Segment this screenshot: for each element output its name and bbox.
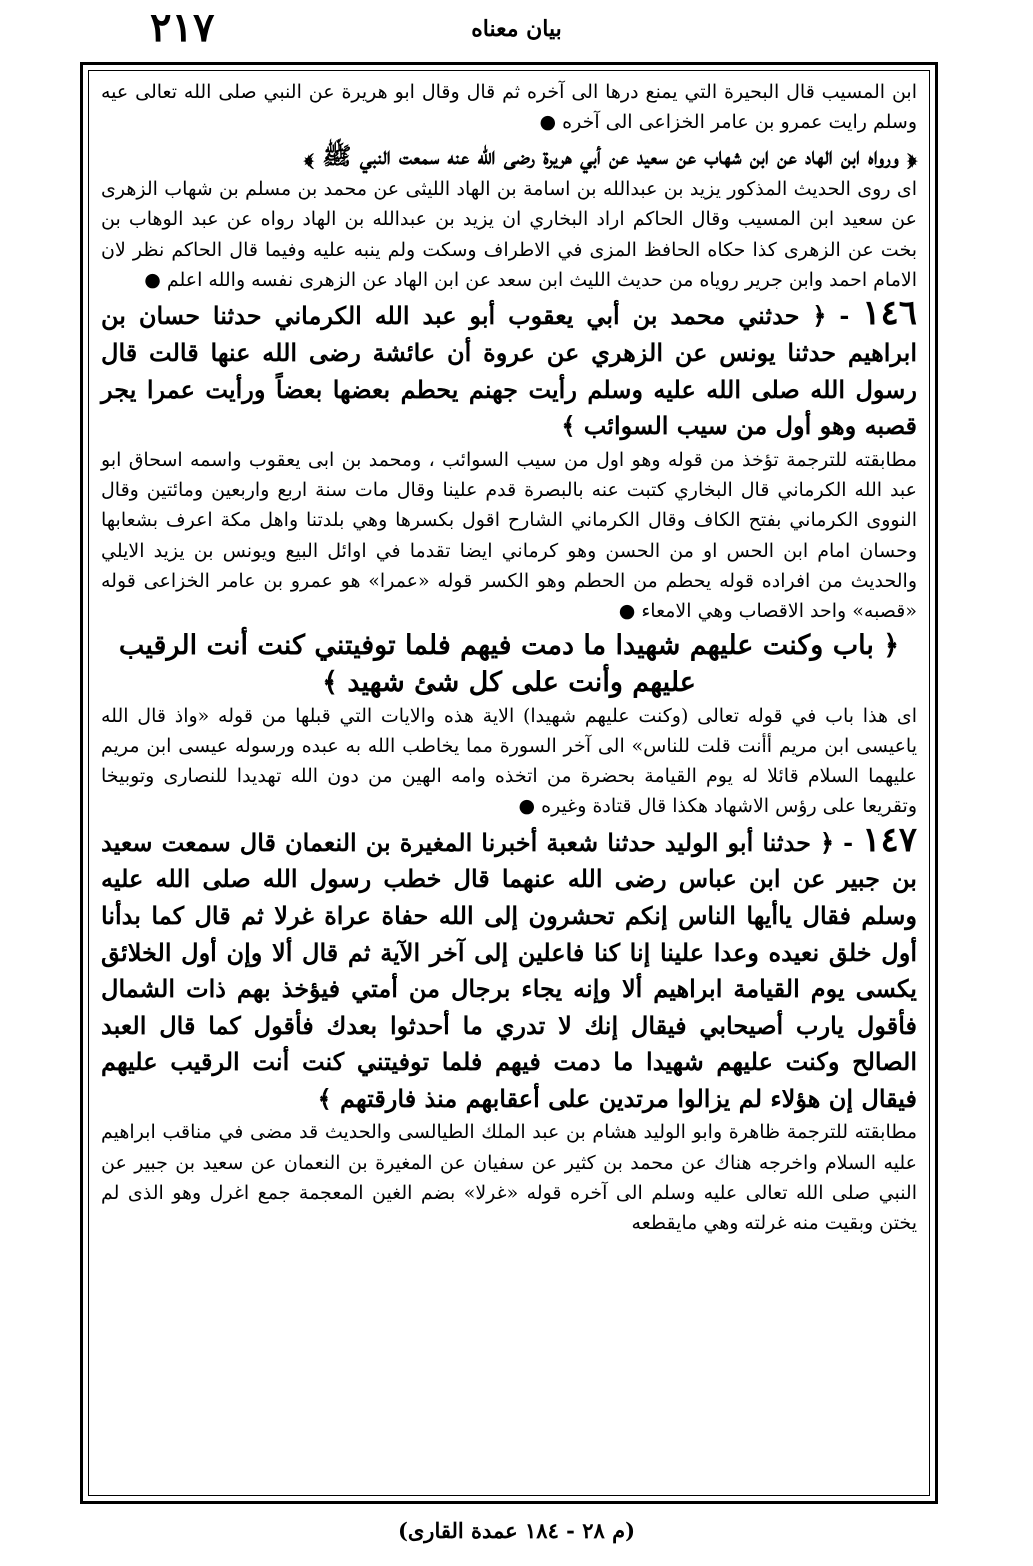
commentary-paragraph: مطابقته للترجمة تؤخذ من قوله وهو اول من سيب السوائب ، ومحمد بن ابى يعقوب واسمه اسحاق ابو عبد الله الكرماني قال البخاري كتبت عنه بالبصرة قدم علينا وقال مات سنة اربع واربعين ومائتين وقال النووى الكرماني بفتح الكاف وقال الكرماني الشارح اقول بكسرها وهي بلدتنا واهل مكة اعرف بشعابها وحسان امام ابن الحس او من الحسن وهو كرماني ايضا تقدما في اوائل البيع ويونس بن يزيد الايلي والحديث من افراده قوله يحطم من الحطم وهو الكسر قوله «عمرا» هو عمرو بن عامر الخزاعى قوله «قصبه» واحد الاقصاب وهي الامعاء ● <box>101 448 917 623</box>
running-head: بيان معناه <box>471 16 562 42</box>
chapter-heading: ﴿ باب وكنت عليهم شهيدا ما دمت فيهم فلما توفيتني كنت أنت الرقيب عليهم وأنت على كل شئ شهيد ﴾ <box>118 629 900 698</box>
hadith-text: - ﴿ حدثنا أبو الوليد حدثنا شعبة أخبرنا المغيرة بن النعمان قال سمعت سعيد بن جبير عن ابن عباس رضى الله عنهما قال خطب رسول الله صلى الله عليه وسلم فقال ياأيها الناس إنكم تحشرون إلى الله حفاة عراة غرلا ثم قال كما بدأنا أول خلق نعيده وعدا علينا إنا كنا فاعلين إلى آخر الآية ثم قال ألا وإن أول الخلائق يكسى يوم القيامة ابراهيم ألا وإنه يجاء برجال من أمتي فيؤخذ بهم ذات الشمال فأقول يارب أصيحابي فيقال إنك لا تدري ما أحدثوا بعدك فأقول كما قال العبد الصالح وكنت عليهم شهيدا ما دمت فيهم فلما توفيتني كنت أنت الرقيب عليهم فيقال إن هؤلاء لم يزالوا مرتدين على أعقابهم منذ فارقتهم ﴾ <box>101 827 917 1113</box>
hadith-text: ﴿ ورواه ابن الهاد عن ابن شهاب عن سعيد عن أبي هريرة رضى الله عنه سمعت النبي ﷺ ﴾ <box>304 140 917 170</box>
hadith-number: ١٤٧ <box>862 819 917 860</box>
page-body <box>88 70 930 1496</box>
page-frame <box>80 62 938 1504</box>
commentary-paragraph: اى روى الحديث المذكور يزيد بن عبدالله بن اسامة بن الهاد الليثى عن محمد بن مسلم بن شهاب الزهرى عن سعيد ابن المسيب وقال الحاكم اراد البخاري ان يزيد بن عبدالله بن الهاد رواه عن عبد الوهاب بن بخت عن الزهرى كذا حكاه الحافظ المزى في الاطراف وسكت ولم ينبه عليه وفيما قال الحاكم نظر لان الامام احمد وابن جرير روياه من حديث الليث ابن سعد عن ابن الهاد عن الزهرى نفسه والله اعلم ● <box>101 178 917 292</box>
page-number: ٢١٧ <box>150 4 215 51</box>
signature-mark: (م ٢٨ - ١٨٤ عمدة القارى) <box>397 1518 636 1543</box>
hadith-147 <box>101 819 917 1118</box>
hadith-number: ١٤٦ <box>862 293 918 334</box>
hadith-146 <box>101 295 917 444</box>
commentary-paragraph: اى هذا باب في قوله تعالى (وكنت عليهم شهيدا) الاية هذه والايات التي قبلها من قوله «واذ قال الله ياعيسى ابن مريم أأنت قلت للناس» الى آخر السورة مما يخاطب الله به عبده ورسوله عيسى ابن مريم عليهما السلام قائلا له يوم القيامة بحضرة من اتخذه وامه الهين من دون الله تهديدا للنصارى وتوبيخا وتقريعا على رؤس الاشهاد هكذا قال قتادة وغيره ● <box>101 704 917 818</box>
hadith-text: - ﴿ حدثني محمد بن أبي يعقوب أبو عبد الله الكرماني حدثنا حسان بن ابراهيم حدثنا يونس عن الزهري عن عروة أن عائشة رضى الله عنها قالت قال رسول الله صلى الله عليه وسلم رأيت جهنم يحطم بعضها بعضاً ورأيت عمرا يجر قصبه وهو أول من سيب السوائب ﴾ <box>101 301 917 441</box>
commentary-paragraph: ابن المسيب قال البحيرة التي يمنع درها الى آخره ثم قال وقال ابو هريرة عن النبي صلى الله تعالى عيه وسلم رايت عمرو بن عامر الخزاعى الى آخره ● <box>101 81 917 134</box>
commentary-paragraph: مطابقته للترجمة ظاهرة وابو الوليد هشام بن عبد الملك الطيالسى والحديث قد مضى في مناقب ابراهيم عليه السلام واخرجه هناك عن محمد بن كثير عن سفيان عن المغيرة بن النعمان عن سعيد بن جبير عن النبي صلى الله تعالى عليه وسلم الى آخره قوله «غرلا» بضم الغين المعجمة جمع اغرل وهو الذى لم يختن وبقيت منه غرلته وهي مايقطعه <box>101 1121 917 1235</box>
